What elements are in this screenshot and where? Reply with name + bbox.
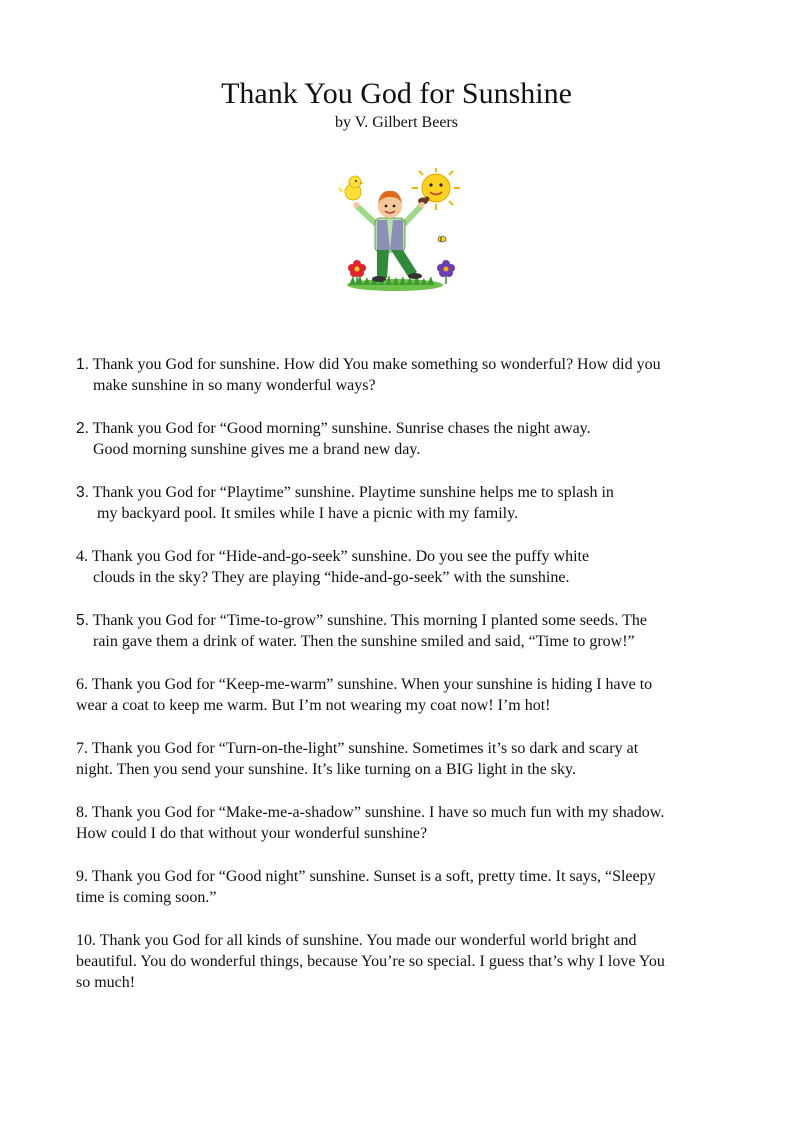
item-number: 5. — [76, 612, 89, 629]
chick-icon — [338, 176, 364, 200]
list-item-9 — [76, 866, 736, 908]
item-text-line1: Thank you God for “Good morning” sunshine. Sunrise chases the night away. — [92, 420, 591, 437]
item-text-line2: my backyard pool. It smiles while I have a picnic with my family. — [97, 505, 519, 522]
list-item-7 — [76, 738, 736, 780]
item-text-line2: beautiful. You do wonderful things, because You’re so special. I guess that’s why I love You — [76, 953, 665, 970]
item-text-line3: so much! — [76, 974, 136, 991]
item-text-line2: clouds in the sky? They are playing “hide-and-go-seek” with the sunshine. — [93, 569, 570, 586]
list-item-6 — [76, 674, 736, 716]
boy-sunshine-illustration — [335, 168, 461, 294]
list-item-4 — [76, 546, 736, 588]
item-number: 8. — [76, 804, 88, 821]
item-text-line2: make sunshine in so many wonderful ways? — [93, 377, 376, 394]
item-text-line2: rain gave them a drink of water. Then the sunshine smiled and said, “Time to grow!” — [93, 633, 635, 650]
list-item-2 — [76, 418, 736, 460]
item-text-line1: Thank you God for “Hide-and-go-seek” sunshine. Do you see the puffy white — [91, 548, 590, 565]
item-number: 1. — [76, 356, 89, 373]
list-item-3 — [76, 482, 736, 524]
item-text-line1: Thank you God for “Playtime” sunshine. Playtime sunshine helps me to splash in — [92, 484, 614, 501]
item-number: 10. — [76, 932, 96, 949]
list-item-1 — [76, 354, 736, 396]
item-number: 3. — [76, 484, 89, 501]
item-number: 7. — [76, 740, 88, 757]
item-text-line1: Thank you God for “Turn-on-the-light” sunshine. Sometimes it’s so dark and scary at — [91, 740, 639, 757]
red-flower-icon — [348, 260, 366, 284]
document-author: by V. Gilbert Beers — [335, 114, 458, 131]
item-number: 2. — [76, 420, 89, 437]
item-text-line1: Thank you God for “Time-to-grow” sunshine. This morning I planted some seeds. The — [92, 612, 647, 629]
document-title: Thank You God for Sunshine — [221, 77, 572, 110]
item-text-line2: Good morning sunshine gives me a brand new day. — [93, 441, 421, 458]
item-text-line2: wear a coat to keep me warm. But I’m not wearing my coat now! I’m hot! — [76, 697, 551, 714]
list-item-5 — [76, 610, 736, 652]
item-number: 9. — [76, 868, 88, 885]
illustration-svg — [335, 168, 461, 294]
item-text-line1: Thank you God for all kinds of sunshine. You made our wonderful world bright and — [99, 932, 637, 949]
purple-flower-icon — [437, 260, 455, 284]
list-item-10 — [76, 930, 726, 993]
list-item-8 — [76, 802, 736, 844]
item-number: 6. — [76, 676, 88, 693]
item-text-line2: How could I do that without your wonderful sunshine? — [76, 825, 428, 842]
item-text-line1: Thank you God for “Keep-me-warm” sunshine. When your sunshine is hiding I have to — [91, 676, 653, 693]
item-text-line2: night. Then you send your sunshine. It’s like turning on a BIG light in the sky. — [76, 761, 576, 778]
item-text-line2: time is coming soon.” — [76, 889, 217, 906]
item-text-line1: Thank you God for “Good night” sunshine. Sunset is a soft, pretty time. It says, “Sleepy — [91, 868, 656, 885]
item-text-line1: Thank you God for “Make-me-a-shadow” sunshine. I have so much fun with my shadow. — [91, 804, 665, 821]
bee-icon — [438, 234, 447, 243]
item-number: 4. — [76, 548, 88, 565]
item-text-line1: Thank you God for sunshine. How did You make something so wonderful? How did you — [92, 356, 661, 373]
